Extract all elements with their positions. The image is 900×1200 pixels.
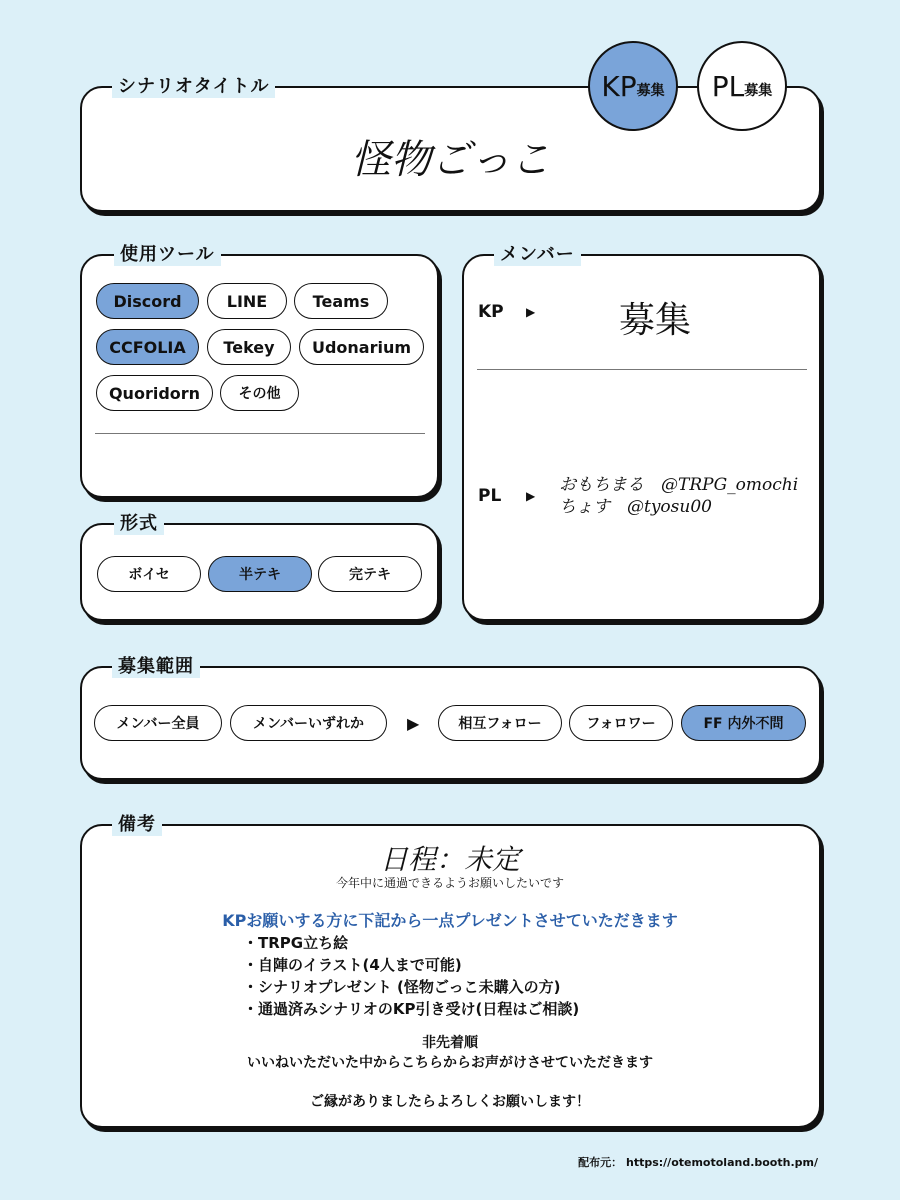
members-divider xyxy=(477,369,807,370)
notes-label: 備考 xyxy=(112,814,162,836)
format-label: 形式 xyxy=(114,513,164,535)
kp-badge-sub: 募集 xyxy=(636,83,665,99)
range-pill-follower: フォロワー xyxy=(569,705,673,741)
present-item: ・TRPG立ち絵 xyxy=(243,934,349,952)
schedule-subtext: 今年中に通過できるようお願いしたいです xyxy=(335,876,564,890)
kp-arrow-icon: ▶ xyxy=(526,305,536,319)
first-come-note: 非先着順 xyxy=(422,1035,478,1051)
tool-pill-teams: Teams xyxy=(294,283,388,319)
members-label: メンバー xyxy=(494,244,581,266)
format-pill-full-text: 完テキ xyxy=(318,556,422,592)
pl-role-label: PL xyxy=(478,486,502,506)
range-pill-all-members: メンバー全員 xyxy=(94,705,222,741)
tools-label: 使用ツール xyxy=(114,244,221,266)
pl-badge-sub: 募集 xyxy=(744,83,773,99)
range-pill-any-member: メンバーいずれか xyxy=(230,705,387,741)
present-item: ・自陣のイラスト(4人まで可能) xyxy=(243,956,462,974)
schedule-heading: 日程：未定 xyxy=(379,843,520,876)
tool-pill-line: LINE xyxy=(207,283,287,319)
kp-value: 募集 xyxy=(618,300,691,341)
pl-recruit-badge xyxy=(697,41,787,131)
scenario-title: 怪物ごっこ xyxy=(350,137,551,183)
tool-pill-udonarium: Udonarium xyxy=(299,329,424,365)
closing-note: ご縁がありましたらよろしくお願いします！ xyxy=(310,1094,590,1110)
present-list xyxy=(243,932,579,1020)
range-pill-mutual-follow: 相互フォロー xyxy=(438,705,562,741)
scenario-label: シナリオタイトル xyxy=(112,76,275,98)
range-arrow-icon: ▶ xyxy=(407,714,420,733)
tool-pill-discord: Discord xyxy=(96,283,199,319)
present-heading: KPお願いする方に下記から一点プレゼントさせていただきます xyxy=(222,911,678,930)
pl-entry-1: おもちまる @TRPG_omochi xyxy=(559,475,799,495)
pl-entry-2: ちょす @tyosu00 xyxy=(559,497,712,517)
present-item: ・通過済みシナリオのKP引き受け(日程はご相談) xyxy=(243,1000,580,1018)
tools-divider xyxy=(95,433,425,434)
kp-role-label: KP xyxy=(478,302,504,322)
tool-pill-quoridorn: Quoridorn xyxy=(96,375,213,411)
kp-badge-text: KP xyxy=(601,69,637,103)
tool-pill-other: その他 xyxy=(220,375,299,411)
format-pill-voice: ボイセ xyxy=(97,556,201,592)
range-pill-ff-any: FF 内外不問 xyxy=(681,705,806,741)
format-pill-semi-text: 半テキ xyxy=(208,556,312,592)
present-item: ・シナリオプレゼント (怪物ごっこ未購入の方) xyxy=(243,978,561,996)
range-label: 募集範囲 xyxy=(112,656,200,678)
pl-badge-text: PL xyxy=(711,69,745,103)
tool-pill-tekey: Tekey xyxy=(207,329,291,365)
distributor-credit: 配布元： https://otemotoland.booth.pm/ xyxy=(578,1156,818,1169)
tool-pill-ccfolia: CCFOLIA xyxy=(96,329,199,365)
pl-arrow-icon: ▶ xyxy=(526,489,536,503)
selection-note: いいねいただいた中からこちらからお声がけさせていただきます xyxy=(247,1055,653,1071)
kp-recruit-badge xyxy=(588,41,678,131)
